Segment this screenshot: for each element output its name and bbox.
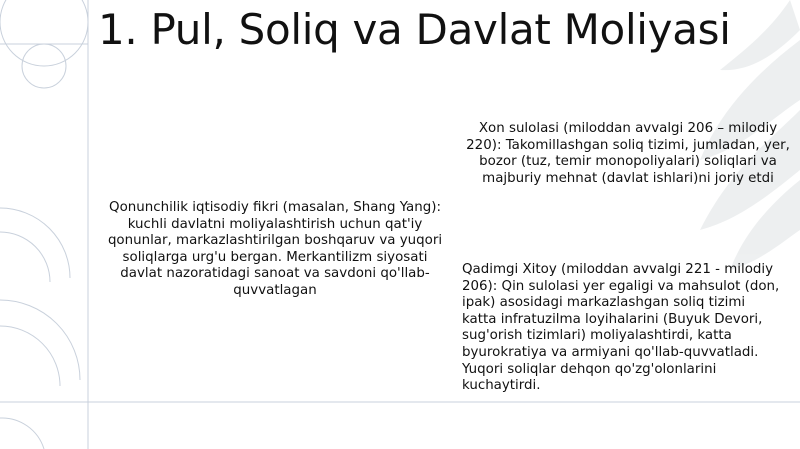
deco-circle-large — [0, 0, 88, 66]
deco-arc-2 — [0, 232, 50, 282]
deco-arc-5 — [0, 418, 44, 449]
text-block-legalism: Qonunchilik iqtisodiy fikri (masalan, Shang Yang): kuchli davlatni moliyalashtirish uchun qat'iy qonunlar, markazlashtirilgan boshqaruv va yuqori soliqlarga urg'u bergan. Merkantilizm siyosati davlat nazoratidagi sanoat va savdoni qo'llab-quvvatlagan — [107, 200, 443, 298]
text-block-qin-dynasty: Qadimgi Xitoy (miloddan avvalgi 221 - milodiy 206): Qin sulolasi yer egaligi va mahsulot (don, ipak) asosidagi markazlashgan soliq tizimi katta infratuzilma loyihalarini (Buyuk Devori, sug'orish tizimlari) moliyalashtirdi, katta byurokratiya va armiyani qo'llab-quvvatladi. Yuqori soliqlar dehqon qo'zg'olonlarini kuchaytirdi. — [462, 262, 780, 394]
deco-arc-3 — [0, 300, 80, 380]
deco-arc-4 — [0, 326, 60, 386]
text-block-han-dynasty: Xon sulolasi (miloddan avvalgi 206 – milodiy 220): Takomillashgan soliq tizimi, jumladan, yer, bozor (tuz, temir monopoliyalari) soliqlari va majburiy mehnat (davlat ishlari)ni joriy etdi — [466, 121, 790, 186]
slide-title: 1. Pul, Soliq va Davlat Moliyasi — [98, 5, 731, 54]
deco-arc-1 — [0, 208, 70, 278]
